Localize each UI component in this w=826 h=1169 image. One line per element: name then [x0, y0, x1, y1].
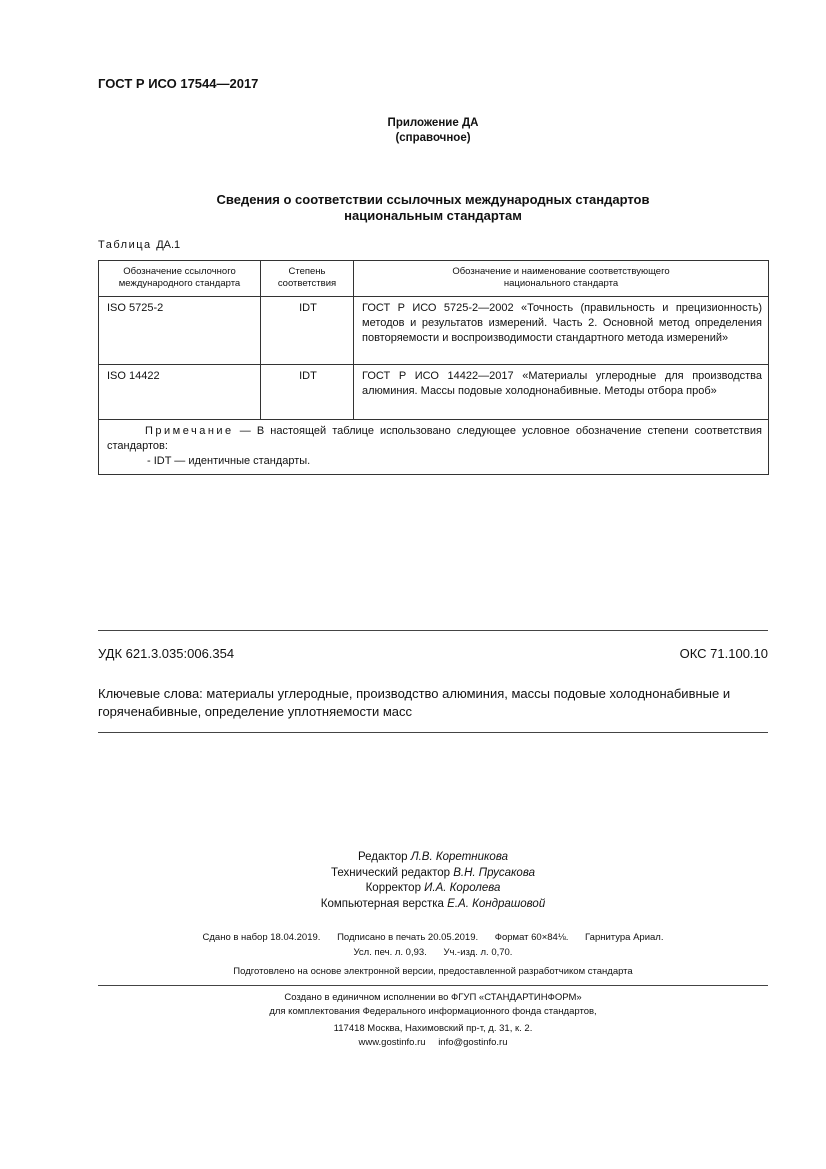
note-text: — В настоящей таблице использовано следующее условное обозначение степени соответствия стандартов:	[107, 425, 762, 452]
typeset-date: Сдано в набор 18.04.2019.	[202, 932, 321, 943]
print-info	[98, 930, 768, 960]
keywords: Ключевые слова: материалы углеродные, производство алюминия, массы подовые холоднонабивные и горяченабивные, определение уплотняемости масс	[98, 686, 731, 719]
publisher-info	[98, 991, 768, 1049]
annex-kind: (справочное)	[395, 132, 471, 144]
table-row	[99, 297, 769, 365]
cell-national-standard: ГОСТ Р ИСО 14422—2017 «Материалы углеродные для производства алюминия. Массы подовые холоднонабивные. Методы отбора проб»	[354, 365, 769, 420]
paper-format: Формат 60×84⅛.	[494, 932, 569, 943]
heading-line-2: национальным стандартам	[344, 208, 522, 223]
typeface: Гарнитура Ариал.	[585, 932, 664, 943]
note-item: - IDT — идентичные стандарты.	[147, 455, 311, 467]
note-label: Примечание	[145, 425, 234, 437]
heading-line-1: Сведения о соответствии ссылочных международных стандартов	[216, 192, 650, 207]
signed-date: Подписано в печать 20.05.2019.	[337, 932, 479, 943]
cell-national-standard: ГОСТ Р ИСО 5725-2—2002 «Точность (правильность и прецизионность) методов и результатов измерений. Часть 2. Основной метод определения повторяемости и воспроизводимости стандартного метода измерений»	[354, 297, 769, 365]
divider-bottom	[98, 732, 768, 733]
publisher-address: 117418 Москва, Нахимовский пр-т, д. 31, к. 2.	[333, 1023, 533, 1034]
cell-intl-standard: ISO 14422	[99, 365, 261, 420]
credit-corrector: Корректор И.А. Королева	[365, 882, 501, 894]
prepared-note: Подготовлено на основе электронной версии, предоставленной разработчиком стандарта	[233, 966, 633, 977]
document-code: ГОСТ Р ИСО 17544—2017	[98, 76, 259, 91]
table-label-word: Таблица	[98, 239, 152, 251]
publisher-email[interactable]: info@gostinfo.ru	[438, 1036, 508, 1048]
credit-tech-editor: Технический редактор В.Н. Прусакова	[331, 866, 535, 879]
table-row	[99, 365, 769, 420]
table-note-row	[99, 420, 769, 475]
cell-degree: IDT	[261, 365, 354, 420]
header-national-standard: Обозначение и наименование соответствующего национального стандарта	[354, 261, 769, 297]
annex-title	[98, 116, 768, 146]
oks-code: ОКС 71.100.10	[679, 646, 768, 661]
table-label-number: ДА.1	[156, 239, 181, 251]
publisher-website[interactable]: www.gostinfo.ru	[358, 1036, 426, 1048]
annex-name: Приложение ДА	[387, 117, 479, 129]
credits	[98, 850, 768, 912]
udk-code: УДК 621.3.035:006.354	[98, 646, 235, 661]
publisher-line-2: для комплектования Федерального информационного фонда стандартов,	[269, 1005, 597, 1017]
cell-degree: IDT	[261, 297, 354, 365]
standards-table	[98, 260, 769, 475]
header-intl-standard: Обозначение ссылочного международного стандарта	[99, 261, 261, 297]
publisher-line-1: Создано в единичном исполнении во ФГУП «СТАНДАРТИНФОРМ»	[284, 992, 582, 1003]
table-header-row	[99, 261, 769, 297]
divider-top	[98, 630, 768, 631]
divider-publisher	[98, 985, 768, 986]
table-label	[98, 239, 180, 251]
print-sheets: Усл. печ. л. 0,93.	[353, 947, 427, 958]
cell-intl-standard: ISO 5725-2	[99, 297, 261, 365]
header-degree: Степень соответствия	[261, 261, 354, 297]
publishing-sheets: Уч.-изд. л. 0,70.	[443, 947, 513, 958]
credit-editor: Редактор Л.В. Коретникова	[358, 851, 508, 863]
table-note	[99, 420, 769, 475]
section-heading	[98, 192, 768, 224]
credit-layout: Компьютерная верстка Е.А. Кондрашовой	[320, 897, 546, 910]
